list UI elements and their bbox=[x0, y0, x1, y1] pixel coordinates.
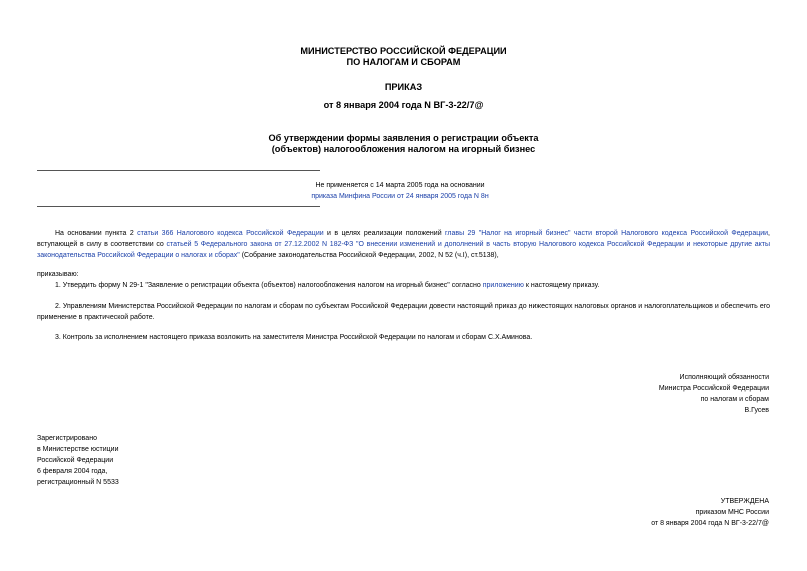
document-type: ПРИКАЗ bbox=[384, 82, 423, 92]
document-title bbox=[0, 133, 807, 155]
approved-line-2: приказом МНС России bbox=[695, 509, 769, 516]
order-word: приказываю: bbox=[37, 271, 79, 278]
item-2-paragraph: 2. Управлениям Министерства Российской Федерации по налогам и сборам по субъектам Российской Федерации довести настоящий приказ до нижестоящих налоговых органов и налогоплательщиков и обеспечить его применение в практической работе. bbox=[37, 303, 770, 321]
approved-block bbox=[651, 496, 769, 529]
intro-paragraph bbox=[37, 228, 770, 261]
intro-text-3: , вступающей в силу в соответствии со bbox=[37, 230, 770, 248]
signature-line-3: по налогам и сборам bbox=[700, 396, 769, 403]
item-3-paragraph: 3. Контроль за исполнением настоящего приказа возложить на заместителя Министра Российской Федерации по налогам и сборам С.Х.Аминова. bbox=[55, 334, 533, 341]
ministry-line-1: МИНИСТЕРСТВО РОССИЙСКОЙ ФЕДЕРАЦИИ bbox=[300, 46, 507, 56]
notice-divider-top bbox=[37, 170, 320, 171]
signature-line-1: Исполняющий обязанности bbox=[679, 374, 769, 381]
link-article-366[interactable]: статьи 366 Налогового кодекса Российской Федерации bbox=[137, 230, 324, 237]
notice-divider-bottom bbox=[37, 206, 320, 207]
registration-date: 6 февраля 2004 года, bbox=[37, 468, 108, 475]
item-1-paragraph bbox=[37, 280, 770, 291]
registration-number: регистрационный N 5533 bbox=[37, 479, 119, 486]
notice-text: Не применяется с 14 марта 2005 года на основании bbox=[315, 182, 485, 189]
link-chapter-29[interactable]: главы 29 "Налог на игорный бизнес" части второй Налогового кодекса Российской Федерации bbox=[445, 230, 769, 237]
notice-link[interactable]: приказа Минфина России от 24 января 2005 года N 8н bbox=[311, 193, 489, 200]
registration-line-3: Российской Федерации bbox=[37, 457, 114, 464]
signature-block bbox=[659, 372, 769, 416]
item-1-text-1: 1. Утвердить форму N 29-1 "Заявление о регистрации объекта (объектов) налогообложения налогом на игорный бизнес" согласно bbox=[55, 282, 483, 289]
link-federal-law-182[interactable]: статьей 5 Федерального закона от 27.12.2002 N 182-ФЗ "О внесении изменений и дополнений в часть вторую Налогового кодекса Российской Федерации и некоторые другие акты законодательства Российской Федерации о налогах и сборах" bbox=[37, 241, 770, 259]
intro-text-1: На основании пункта 2 bbox=[55, 230, 138, 237]
approved-line-3: от 8 января 2004 года N ВГ-3-22/7@ bbox=[651, 520, 769, 527]
ministry-name bbox=[0, 46, 807, 68]
link-appendix[interactable]: приложению bbox=[482, 282, 524, 289]
registration-block bbox=[37, 433, 119, 488]
title-line-1: Об утверждении формы заявления о регистрации объекта bbox=[268, 133, 539, 143]
signature-name: В.Гусев bbox=[744, 407, 769, 414]
intro-text-4: (Собрание законодательства Российской Федерации, 2002, N 52 (ч.I), ст.5138), bbox=[239, 252, 499, 259]
item-1-text-2: к настоящему приказу. bbox=[523, 282, 600, 289]
registration-line-2: в Министерстве юстиции bbox=[37, 446, 119, 453]
notice-link-wrapper bbox=[230, 191, 570, 202]
intro-text-2: и в целях реализации положений bbox=[323, 230, 446, 237]
document-date-number: от 8 января 2004 года N ВГ-3-22/7@ bbox=[323, 100, 484, 110]
title-line-2: (объектов) налогообложения налогом на игорный бизнес bbox=[271, 144, 536, 154]
signature-line-2: Министра Российской Федерации bbox=[658, 385, 769, 392]
ministry-line-2: ПО НАЛОГАМ И СБОРАМ bbox=[346, 57, 461, 67]
approved-heading: УТВЕРЖДЕНА bbox=[720, 498, 769, 505]
registration-line-1: Зарегистрировано bbox=[37, 435, 97, 442]
